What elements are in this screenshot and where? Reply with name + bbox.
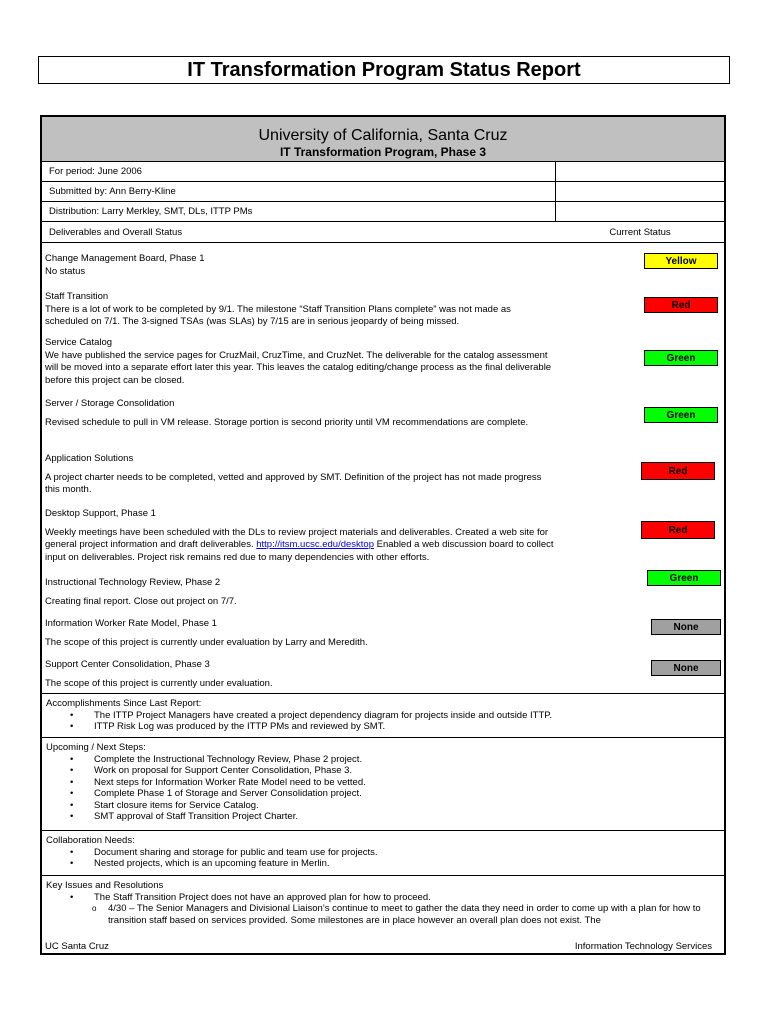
project-body: There is a lot of work to be completed by 9/1. The milestone “Staff Transition Plans complete” was not made as scheduled on 7/1. The 3-signed TSAs (was SLAs) by 7/15 are in serious jeopardy of being missed. [45,303,511,327]
list-item: • Start closure items for Service Catalog. [46,800,724,812]
status-badge: Red [641,521,715,539]
submitted-row [42,182,724,202]
project-body: No status [45,265,86,277]
project-body: Weekly meetings have been scheduled with the DLs to review project materials and deliverables. Created a web site for general project information and draft deliverables. http://itsm.ucsc.edu/desktop Enabled a web discussion board to collect input on deliverables. Project risk remains red due to many dependencies with other efforts. [45,526,554,563]
list-item: • The ITTP Project Managers have created a project dependency diagram for projects inside and outside ITTP. [46,710,724,722]
project-body: A project charter needs to be completed, vetted and approved by SMT. Definition of the project has not made progress this month. [45,471,542,495]
list-item: • Document sharing and storage for public and team use for projects. [46,847,724,859]
project-body: The scope of this project is currently under evaluation by Larry and Meredith. [45,636,368,648]
project-body: The scope of this project is currently under evaluation. [45,677,273,689]
section-heading: Key Issues and Resolutions [46,880,164,891]
project-title: Information Worker Rate Model, Phase 1 [45,618,217,629]
upcoming-section [42,737,724,830]
footer-left: UC Santa Cruz [45,941,109,952]
project-body: We have published the service pages for CruzMail, CruzTime, and CruzNet. The deliverable for the catalog assessment will be moved into a separate effort later this year. This leaves the catalog editing/change process as the final deliverable before this project can be closed. [45,349,552,386]
project-item [45,618,555,649]
project-title: Service Catalog [45,337,113,348]
deliverables-label: Deliverables and Overall Status [49,226,183,238]
section-heading: Collaboration Needs: [46,835,135,846]
list-item: • The Staff Transition Project does not have an approved plan for how to proceed. [46,892,724,904]
project-body: Creating final report. Close out project on 7/7. [45,595,237,607]
status-badge: Green [647,570,721,586]
project-item [45,508,555,564]
project-item [45,291,555,329]
status-badge: None [651,660,721,676]
project-title: Server / Storage Consolidation [45,398,175,409]
submitted-text: Submitted by: Ann Berry-Kline [42,182,556,201]
project-item [45,337,555,387]
sub-list-item: o 4/30 – The Senior Managers and Divisional Liaison’s continue to meet to gather the data they need in order to come up with a plan for how to transition staff based on services provided. Some milestones are in place however an overall plan does not exist. The [46,903,724,926]
desktop-link[interactable]: http://itsm.ucsc.edu/desktop [256,539,374,550]
status-badge: Yellow [644,253,718,269]
status-badge: None [651,619,721,635]
list-item: • Next steps for Information Worker Rate Model need to be vetted. [46,777,724,789]
program-name: IT Transformation Program, Phase 3 [279,145,487,159]
footer-right: Information Technology Services [574,941,712,952]
deliverables-header-row [42,222,724,243]
status-badge: Red [641,462,715,480]
list-item: • Nested projects, which is an upcoming feature in Merlin. [46,858,724,870]
list-item: • Work on proposal for Support Center Consolidation, Phase 3. [46,765,724,777]
project-item [45,253,555,278]
project-item [45,577,555,608]
project-title: Change Management Board, Phase 1 [45,253,205,264]
section-heading: Upcoming / Next Steps: [46,742,146,753]
project-title: Staff Transition [45,291,109,302]
list-item: • SMT approval of Staff Transition Project Charter. [46,811,724,823]
page-title: IT Transformation Program Status Report [38,56,730,84]
section-heading: Accomplishments Since Last Report: [46,698,202,709]
list-item: • ITTP Risk Log was produced by the ITTP PMs and reviewed by SMT. [46,721,724,733]
period-text: For period: June 2006 [42,162,556,181]
project-title: Instructional Technology Review, Phase 2 [45,577,221,588]
project-title: Desktop Support, Phase 1 [45,508,156,519]
project-title: Application Solutions [45,453,134,464]
project-item [45,659,555,690]
list-item: • Complete Phase 1 of Storage and Server Consolidation project. [46,788,724,800]
project-item [45,398,555,429]
accomplishments-section [42,693,724,737]
university-name: University of California, Santa Cruz [258,127,508,144]
project-body: Revised schedule to pull in VM release. Storage portion is second priority until VM recommendations are complete. [45,416,529,428]
distribution-row [42,202,724,222]
status-badge: Red [644,297,718,313]
report-header [42,117,724,162]
project-title: Support Center Consolidation, Phase 3 [45,659,210,670]
period-row [42,162,724,182]
collaboration-section [42,830,724,875]
list-item: • Complete the Instructional Technology Review, Phase 2 project. [46,754,724,766]
distribution-text: Distribution: Larry Merkley, SMT, DLs, ITTP PMs [42,202,556,221]
current-status-label: Current Status [609,226,671,238]
status-badge: Green [644,350,718,366]
project-item [45,453,555,497]
status-badge: Green [644,407,718,423]
